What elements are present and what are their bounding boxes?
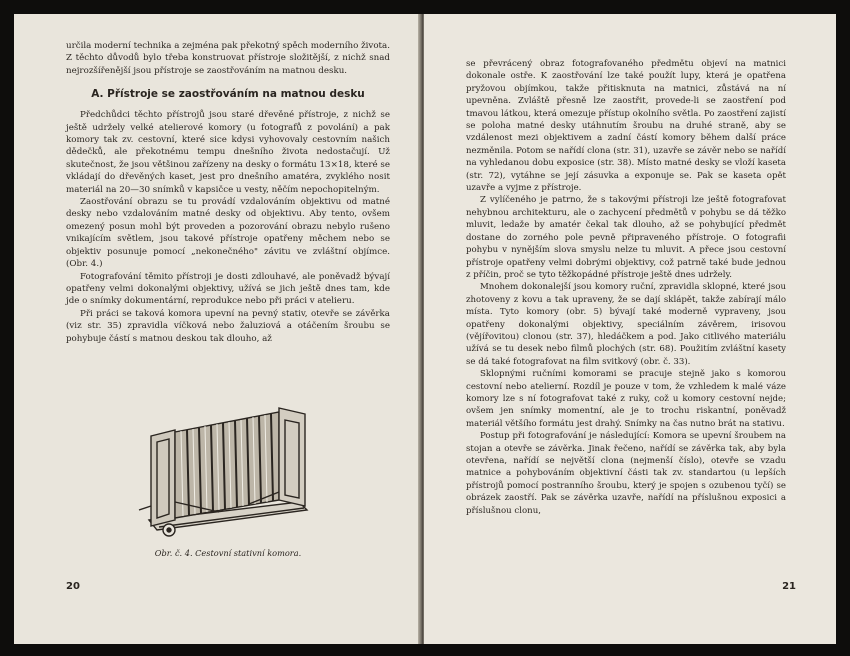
section-heading: A. Přístroje se zaostřováním na matnou desku — [91, 88, 365, 101]
left-paragraph: Fotografování těmito přístroji je dosti zdlouhavé, ale poněvadž bývají opatřeny velmi dokonalými objektivy, užívá se jich ještě dnes tam, kde jde o snímky dokumentární, reprodukce nebo při práci v atelieru. — [66, 271, 390, 307]
camera-illustration — [129, 402, 329, 542]
right-page — [424, 14, 836, 644]
right-paragraph: Sklopnými ručními komorami se pracuje stejně jako s komorou cestovní nebo atelierní. Rozdíl je pouze v tom, že vzhledem k malé váze komory lze s ní fotografovat také z ruky, což u komory cestovní nejde; ovšem jen snímky momentní, ale je to trochu riskantní, poněvadž materiál většího formátu jest drahý. Snímky na čas nutno brát na stativu. — [466, 369, 786, 429]
left-page — [14, 14, 420, 644]
page-number: 21 — [782, 581, 796, 592]
right-paragraph: se převrácený obraz fotografovaného předmětu objeví na matnici dokonale ostře. K zaostřování lze také použít lupy, která je opatřena pryžovou objímkou, takže přitisknuta na matnici, zůstává na ní upevněna. Zvláště přesně lze zaostřit, provede-li se zaostření pod tmavou látkou, která omezuje přístup okolního světla. Po zaostření zajistí se poloha matné desky utáhnutím šroubu na druhé straně, aby se vzdálenost mezi objektivem a zadní částí komory během další práce nezměnila. Potom se nařídí clona (str. 31), uzavře se závěr nebo se nařídí na vyhledanou dobu exposice (str. 38). Místo matné desky se vloží kaseta (str. 72), vytáhne se její zásuvka a exponuje se. Pak se kaseta opět uzavře a vyjme z přístroje. — [466, 59, 786, 194]
right-paragraph: Postup při fotografování je následující: Komora se upevní šroubem na stojan a otevře se závěrka. Jinak řečeno, nařídí se závěrka tak, aby byla otevřena, nařídí se největší clona (nejmenší číslo), otevře se vzadu matnice a pohybováním objektivní části tak zv. standartou (u lepších přístrojů pomocí postranního šroubu, který je spojen s ozubenou tyčí) se obrázek zaostří. Pak se závěrka uzavře, nařídí na příslušnou exposici a příslušnou clonu, — [466, 431, 786, 516]
page-number: 20 — [66, 581, 80, 592]
figure-caption: Obr. č. 4. Cestovní stativní komora. — [154, 548, 302, 558]
left-paragraph: Předchůdci těchto přístrojů jsou staré dřevěné přístroje, z nichž se ještě udržely velké atelierové komory (u fotografů z povolání) a pak komory tak zv. cestovní, které sice kdysi vyhovovaly cestovním našich dědečků, ale překotnému tempu dnešního života nedostačují. Už skutečnost, že jsou většinou zařízeny na desky o formátu 13×18, které se vkládají do dřevěných kaset, jest pro dnešního amatéra, zvyklého nosit materiál na 20—30 snímků v kapsičce u vesty, něčím nepochopitelným. — [66, 110, 390, 195]
left-paragraph: Při práci se taková komora upevní na pevný stativ, otevře se závěrka (viz str. 35) zpravidla víčková nebo žaluziová a otáčením šroubu se pohybuje částí s matnou deskou tak dlouho, až — [66, 308, 390, 344]
intro-paragraph: určila moderní technika a zejména pak překotný spěch moderního života. Z těchto důvodů bylo třeba konstruovat přístroje složitější, z nichž snad nejrozšířenější jsou přístroje se zaostřováním na matnou desku. — [66, 41, 390, 76]
right-paragraph: Z vylíčeného je patrno, že s takovými přístroji lze ještě fotografovat nehybnou architekturu, ale o zachycení předmětů v pohybu se dá těžko mluvit, ledaže by amatér čekal tak dlouho, až se pohybující předmět dostane do zorného pole pevně připraveného přístroje. O fotografii pohybu v nynějším slova smyslu nelze tu mluvit. A přece jsou cestovní přístroje opatřeny velmi dobrými objektivy, což patrně také bude jednou z příčin, proč se tyto těžkopádné přístroje ještě dnes udržely. — [466, 195, 786, 280]
left-paragraph: Zaostřování obrazu se tu provádí vzdalováním objektivu od matné desky nebo vzdalováním matné desky od objektivu. Aby tento, ovšem omezený posun mohl být proveden a pozorování obrazu nebylo rušeno vnikajícím světlem, jsou takové přístroje opatřeny měchem nebo se objektiv posunuje pomocí „nekonečného" závitu ve zvláštní objímce. (Obr. 4.) — [66, 197, 390, 270]
right-paragraph: Mnohem dokonalejší jsou komory ruční, zpravidla sklopné, které jsou zhotoveny z kovu a tak upraveny, že se dají sklápět, takže zabírají málo místa. Tyto komory (obr. 5) bývají také moderně vypraveny, jsou opatřeny dokonalými objektivy, speciálním závěrem, irisovou (vějířovitou) clonou (str. 37), hledáčkem a pod. Jako citlivého materiálu užívá se tu desek nebo filmů plochých (str. 68). Použitím zvláštní kasety se dá také fotografovat na film svitkový (obr. č. 33). — [466, 282, 786, 367]
